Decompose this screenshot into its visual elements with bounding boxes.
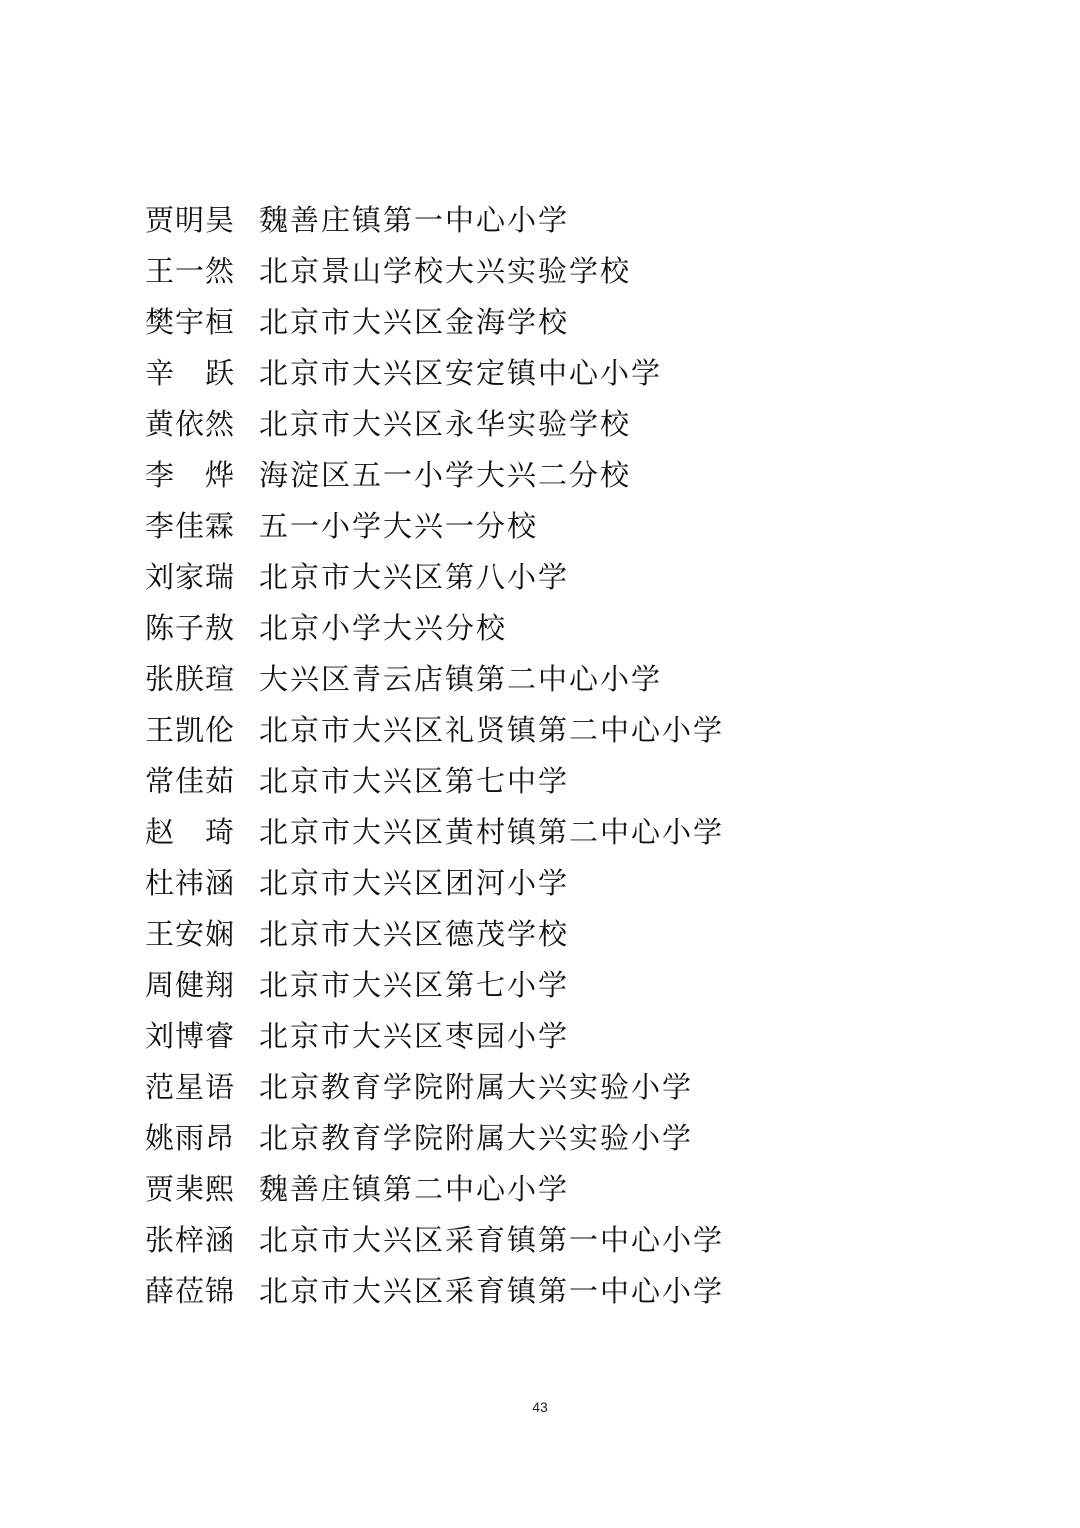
student-name: 杜祎涵 [145, 866, 236, 900]
school-name: 北京景山学校大兴实验学校 [259, 254, 632, 288]
school-name: 北京教育学院附属大兴实验小学 [259, 1121, 694, 1155]
school-name: 北京市大兴区枣园小学 [259, 1019, 570, 1053]
school-name: 北京市大兴区德茂学校 [259, 917, 570, 951]
student-name: 贾明昊 [145, 203, 236, 237]
list-item [145, 297, 945, 348]
list-item [145, 1113, 945, 1164]
school-name: 大兴区青云店镇第二中心小学 [259, 662, 663, 696]
student-name: 王凯伦 [145, 713, 236, 747]
list-item [145, 450, 945, 501]
student-name: 周健翔 [145, 968, 236, 1002]
list-item [145, 552, 945, 603]
list-item [145, 807, 945, 858]
school-name: 北京市大兴区第七中学 [259, 764, 570, 798]
school-name: 北京市大兴区金海学校 [259, 305, 570, 339]
school-name: 五一小学大兴一分校 [259, 509, 539, 543]
list-item [145, 705, 945, 756]
list-item [145, 348, 945, 399]
list-item [145, 960, 945, 1011]
list-item [145, 909, 945, 960]
list-item [145, 1011, 945, 1062]
list-item [145, 1164, 945, 1215]
school-name: 海淀区五一小学大兴二分校 [259, 458, 632, 492]
school-name: 北京市大兴区第七小学 [259, 968, 570, 1002]
student-list [145, 195, 945, 1317]
school-name: 北京市大兴区第八小学 [259, 560, 570, 594]
student-name: 李佳霖 [145, 509, 236, 543]
school-name: 北京小学大兴分校 [259, 611, 508, 645]
student-name: 常佳茹 [145, 764, 236, 798]
student-name: 薛莅锦 [145, 1274, 236, 1308]
school-name: 北京市大兴区安定镇中心小学 [259, 356, 663, 390]
list-item [145, 399, 945, 450]
list-item [145, 756, 945, 807]
student-name: 刘家瑞 [145, 560, 236, 594]
list-item [145, 195, 945, 246]
student-name: 李 烨 [145, 458, 236, 492]
list-item [145, 603, 945, 654]
student-name: 贾棐熙 [145, 1172, 236, 1206]
student-name: 王安娴 [145, 917, 236, 951]
student-name: 黄依然 [145, 407, 236, 441]
student-name: 姚雨昂 [145, 1121, 236, 1155]
student-name: 张梓涵 [145, 1223, 236, 1257]
list-item [145, 1215, 945, 1266]
student-name: 刘博睿 [145, 1019, 236, 1053]
school-name: 北京教育学院附属大兴实验小学 [259, 1070, 694, 1104]
list-item [145, 1062, 945, 1113]
student-name: 张朕瑄 [145, 662, 236, 696]
school-name: 魏善庄镇第二中心小学 [259, 1172, 570, 1206]
list-item [145, 654, 945, 705]
school-name: 北京市大兴区采育镇第一中心小学 [259, 1274, 725, 1308]
school-name: 北京市大兴区永华实验学校 [259, 407, 632, 441]
list-item [145, 501, 945, 552]
student-name: 陈子敖 [145, 611, 236, 645]
list-item [145, 858, 945, 909]
school-name: 北京市大兴区黄村镇第二中心小学 [259, 815, 725, 849]
student-name: 赵 琦 [145, 815, 236, 849]
list-item [145, 246, 945, 297]
school-name: 北京市大兴区采育镇第一中心小学 [259, 1223, 725, 1257]
student-name: 樊宇桓 [145, 305, 236, 339]
school-name: 魏善庄镇第一中心小学 [259, 203, 570, 237]
list-item [145, 1266, 945, 1317]
student-name: 王一然 [145, 254, 236, 288]
student-name: 范星语 [145, 1070, 236, 1104]
page-number: 43 [532, 1399, 548, 1415]
student-name: 辛 跃 [145, 356, 236, 390]
school-name: 北京市大兴区礼贤镇第二中心小学 [259, 713, 725, 747]
school-name: 北京市大兴区团河小学 [259, 866, 570, 900]
